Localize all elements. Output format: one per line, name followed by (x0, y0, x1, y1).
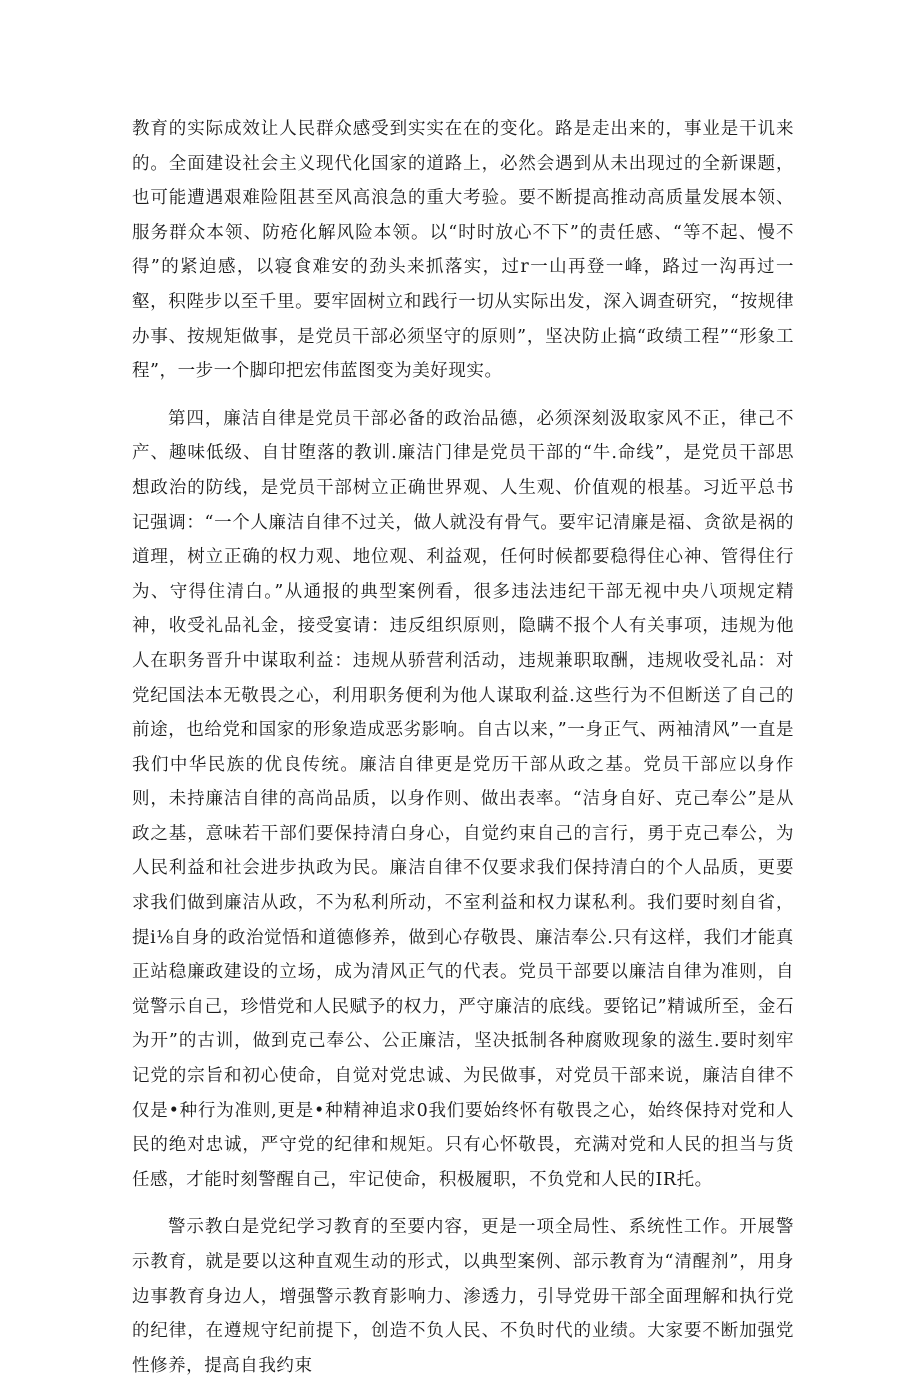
document-page (132, 112, 794, 1383)
paragraph-warning-education: 警示教白是党纪学习教育的至要内容，更是一项全局性、系统性工作。开展警示教育，就是要以这种直观生动的形式，以典型案例、部示教育为“清醒剂”，用身边事教育身边人，增强警示教育影响力、渗透力，引导党毋干部全面理解和执行党的纪律，在遵规守纪前提下，创造不负人民、不负时代的业绩。大家要不断加强党性修养，提高自我约束 (132, 1217, 794, 1376)
paragraph-practical-results: 教育的实际成效让人民群众感受到实实在在的变化。路是走出来的，事业是干讥来的。全面建设社会主义现代化国家的道路上，必然会遇到从未出现过的全新课题，也可能遭遇艰难险阻甚至风高浪急的重大考验。要不断提高推动高质量发展本领、服务群众本领、防疮化解风险本领。以“时时放心不下”的责任感、“等不起、慢不得”的紧迫感，以寝食难安的劲头来抓落实，过r一山再登一峰，路过一沟再过一壑，积陛步以至千里。要牢固树立和践行一切从实际出发，深入调查研究，“按规律办事、按规矩做事，是党员干部必须坚守的原则”，坚决防止搞“政绩工程”“形象工程”，一步一个脚印把宏伟蓝图变为美好现实。 (132, 119, 794, 382)
paragraph-integrity-self-discipline: 第四，廉洁自律是党员干部必备的政治品德，必须深刻汲取家风不正，律己不产、趣味低级、自甘堕落的教训.廉洁门律是党员干部的“牛.命线”，是党员干部思想政治的防线，是党员干部树立正确世界观、人生观、价值观的根基。习近平总书记强调：“一个人廉洁自律不过关，做人就没有骨气。要牢记清廉是福、贪欲是祸的道理，树立正确的权力观、地位观、利益观，任何时候都要稳得住心神、管得住行为、守得住清白。”从通报的典型案例看，很多违法违纪干部无视中央八项规定精神，收受礼品礼金，接受宴请：违反组织原则，隐瞒不报个人有关事项，违规为他人在职务晋升中谋取利益：违规从骄营利活动，违规兼职取酬，违规收受礼品：对党纪国法本无敬畏之心，利用职务便利为他人谋取利益.这些行为不但断送了自己的前途，也给党和国家的形象造成恶劣影响。自古以来，”一身正气、两袖清风”一直是我们中华民族的优良传统。廉洁自律更是党历干部从政之基。党员干部应以身作则，未持廉洁自律的高尚品质，以身作则、做出表率。“洁身自好、克己奉公”是从政之基，意味若干部们要保持清白身心，自觉约束自己的言行，勇于克己奉公，为人民利益和社会进步执政为民。廉洁自律不仅要求我们保持清白的个人品质，更要求我们做到廉洁从政，不为私利所动，不室利益和权力谋私利。我们要时刻自省，提i⅛自身的政治觉悟和道德修养，做到心存敬畏、廉洁奉公.只有这样，我们才能真正站稳廉政建设的立场，成为清风正气的代表。党员干部要以廉洁自律为准则，自觉警示自己，珍惜党和人民赋予的权力，严守廉洁的底线。要铭记”精诚所至，金石为开”的古训，做到克己奉公、公正廉洁，坚决抵制各种腐败现象的滋生.要时刻牢记党的宗旨和初心使命，自觉对党忠诚、为民做事，对党员干部来说，廉洁自律不仅是•种行为准则,更是•种精神追求0我们要始终怀有敬畏之心，始终保持对党和人民的绝对忠诚，严守党的纪律和规矩。只有心怀敬畏，充满对党和人民的担当与货任感，才能时刻警醒自己，牢记使命，积极履职，不负党和人民的IR托。 (132, 408, 794, 1190)
